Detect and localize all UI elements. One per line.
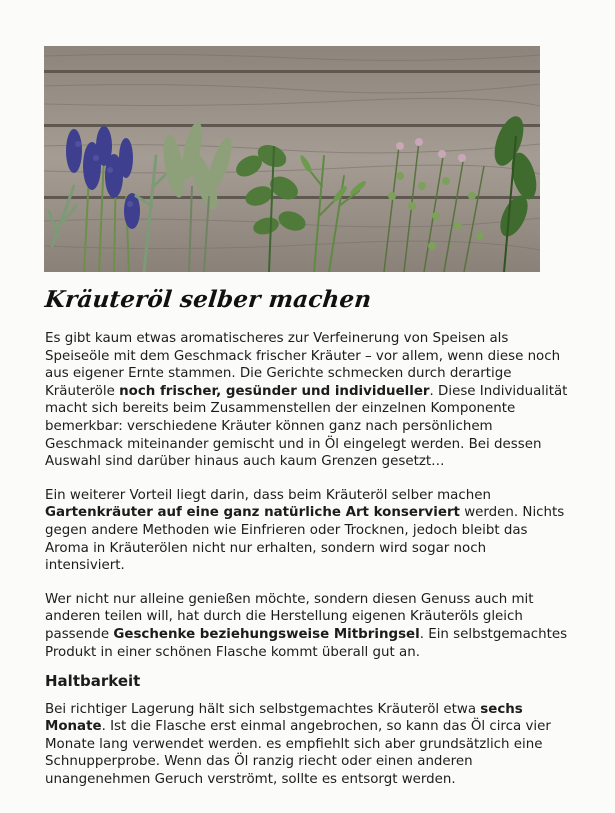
- paragraph: [45, 701, 570, 789]
- paragraph: [45, 487, 570, 575]
- bold-text-run: sechs Monate: [45, 701, 523, 735]
- section-heading: Haltbarkeit: [45, 672, 141, 691]
- text-run: . Ein selbstgemachtes Produkt in einer schönen Flasche kommt überall gut an.: [45, 626, 568, 660]
- text-run: werden. Nichts gegen andere Methoden wie Einfrieren oder Trocknen, jedoch bleibt das Aroma in Kräuterölen nicht nur erhalten, sondern wird sogar noch intensiviert.: [45, 505, 565, 574]
- plank-seam: [44, 124, 540, 127]
- text-run: Es gibt kaum etwas aromatischeres zur Verfeinerung von Speisen als Speiseöle mit dem Geschmack frischer Kräuter – vor allem, wenn diese noch aus eigener Ernte stammen. Die Gerichte schmecken durch derartige Kräuteröle: [45, 331, 561, 399]
- bold-text-run: noch frischer, gesünder und individueller: [119, 383, 430, 399]
- text-run: Wer nicht nur alleine genießen möchte, sondern diesen Genuss auch mit anderen teilen will, hat durch die Herstellung eigenen Kräuteröls gleich passende: [45, 591, 534, 642]
- plank-seam: [44, 70, 540, 73]
- paragraph: [45, 591, 570, 661]
- herbs-illustration: [44, 46, 540, 272]
- text-run: Ein weiterer Vorteil liegt darin, dass beim Kräuteröl selber machen: [45, 487, 491, 503]
- bold-text-run: Gartenkräuter auf eine ganz natürliche Art konserviert: [45, 505, 460, 521]
- text-run: Bei richtiger Lagerung hält sich selbstgemachtes Kräuteröl etwa: [45, 701, 481, 717]
- article-body: [45, 330, 570, 805]
- herbs-photo: [44, 46, 540, 272]
- page-title: Kräuteröl selber machen: [43, 286, 373, 313]
- paragraph: [45, 330, 570, 471]
- text-run: . Ist die Flasche erst einmal angebrochen, so kann das Öl circa vier Monate lang verwendet werden. es empfiehlt sich aber grundsätzlich eine Schnupperprobe. Wenn das Öl ranzig riecht oder einen anderen unangenehmen Geruch verströmt, sollte es entsorgt werden.: [45, 719, 551, 788]
- bold-text-run: Geschenke beziehungsweise Mitbringsel: [113, 626, 420, 642]
- text-run: . Diese Individualität macht sich bereits beim Zusammenstellen der einzelnen Komponente bemerkbar: verschiedene Kräuter können ganz nach persönlichem Geschmack miteinander gemischt und in Öl eingelegt werden. Bei dessen Auswahl sind darüber hinaus auch kaum Grenzen gesetzt…: [45, 383, 568, 470]
